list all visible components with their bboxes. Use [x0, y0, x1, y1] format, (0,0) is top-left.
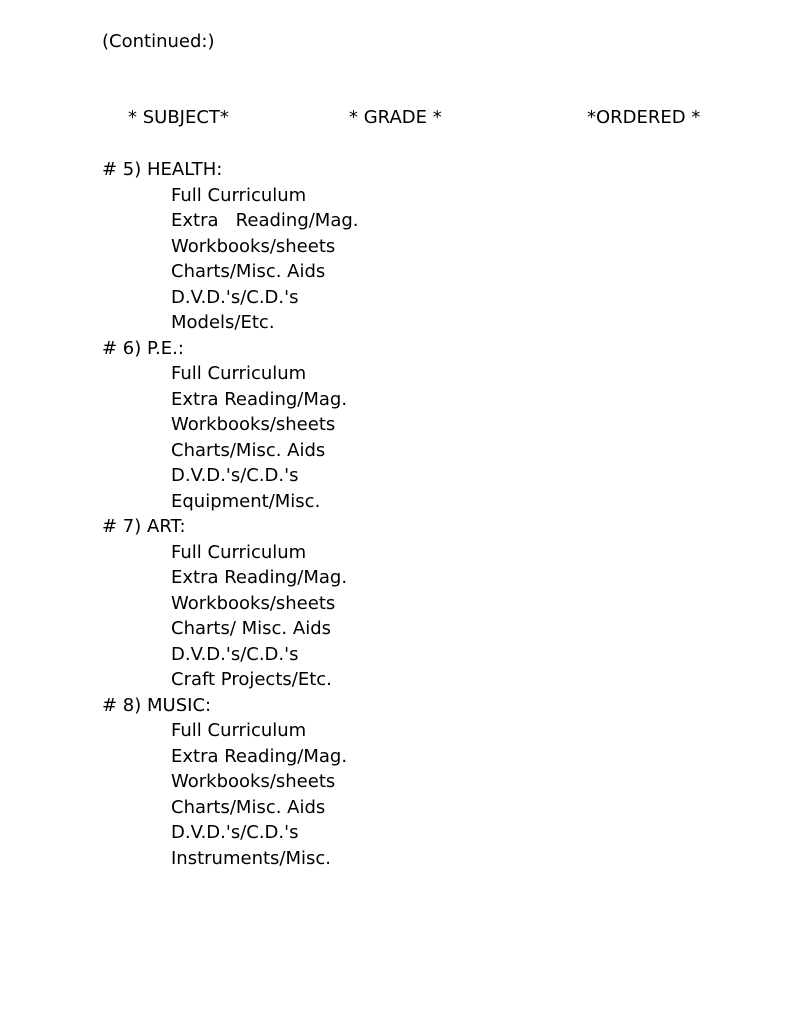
- list-item: D.V.D.'s/C.D.'s: [171, 643, 299, 665]
- section-title: # 7) ART:: [102, 516, 186, 537]
- ordered-column-header: *ORDERED *: [587, 107, 701, 128]
- list-item: Workbooks/sheets: [171, 414, 336, 435]
- section-title: # 8) MUSIC:: [102, 694, 212, 716]
- list-item: Charts/ Misc. Aids: [171, 618, 331, 639]
- list-item: D.V.D.'s/C.D.'s: [171, 465, 299, 486]
- continued-label: (Continued:): [102, 31, 215, 52]
- list-item: D.V.D.'s/C.D.'s: [171, 286, 299, 308]
- list-item: Charts/Misc. Aids: [171, 261, 326, 282]
- subject-column-header: * SUBJECT*: [128, 107, 229, 128]
- list-item: Charts/Misc. Aids: [171, 796, 326, 818]
- list-item: Workbooks/sheets: [171, 771, 336, 792]
- grade-column-header: * GRADE *: [349, 107, 442, 128]
- list-item: Instruments/Misc.: [171, 847, 332, 869]
- section-pe: [102, 336, 702, 515]
- list-item: Full Curriculum: [171, 363, 307, 384]
- subject-list: [102, 157, 702, 871]
- list-item: Equipment/Misc.: [171, 490, 321, 512]
- list-item: D.V.D.'s/C.D.'s: [171, 822, 299, 843]
- list-item: Extra Reading/Mag.: [171, 745, 348, 767]
- list-item: Full Curriculum: [171, 720, 307, 741]
- list-item: Extra Reading/Mag.: [171, 388, 348, 410]
- section-art: [102, 514, 702, 693]
- list-item: Extra Reading/Mag.: [171, 210, 359, 231]
- list-item: Full Curriculum: [171, 184, 307, 206]
- section-music: [102, 693, 702, 872]
- list-item: Workbooks/sheets: [171, 235, 336, 257]
- section-title: # 5) HEALTH:: [102, 159, 223, 180]
- list-item: Models/Etc.: [171, 312, 275, 333]
- list-item: Full Curriculum: [171, 541, 307, 563]
- list-item: Craft Projects/Etc.: [171, 669, 332, 690]
- section-health: [102, 157, 702, 336]
- list-item: Workbooks/sheets: [171, 592, 336, 614]
- list-item: Charts/Misc. Aids: [171, 439, 326, 461]
- list-item: Extra Reading/Mag.: [171, 567, 348, 588]
- section-title: # 6) P.E.:: [102, 337, 184, 359]
